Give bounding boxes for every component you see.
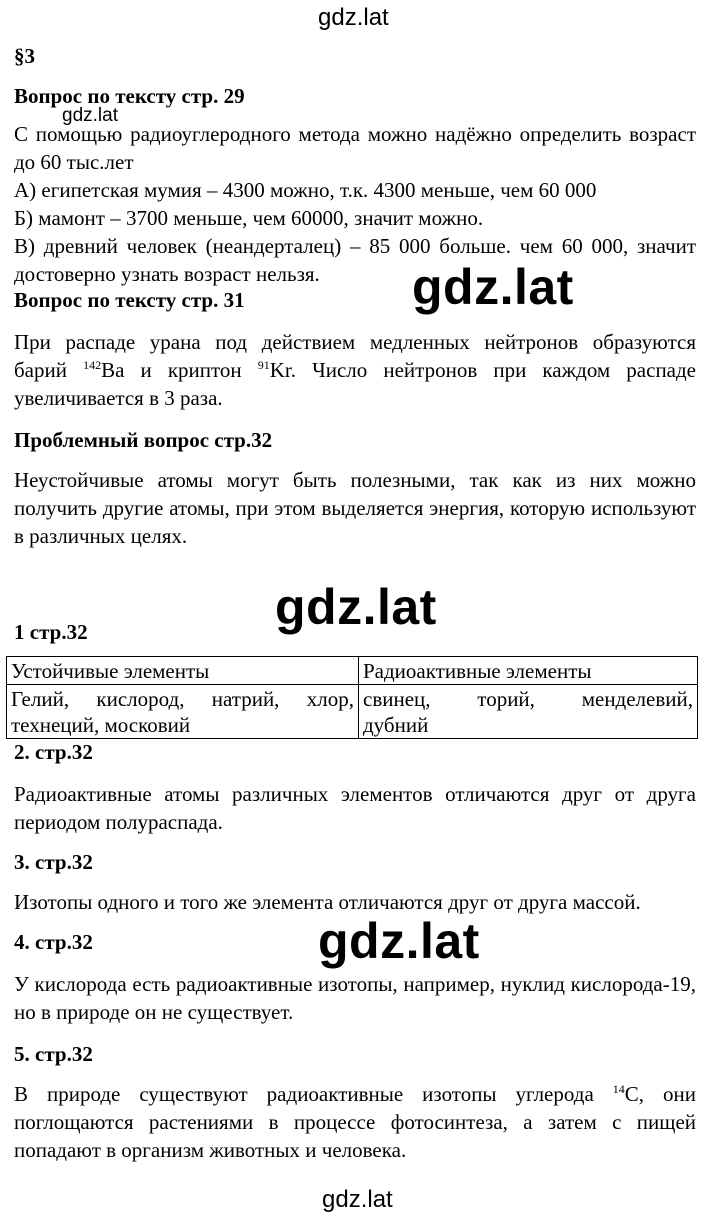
- radioactive-elements-cell: [359, 685, 698, 739]
- q1-answer-b: Б) мамонт – 3700 меньше, чем 60000, значит можно.: [14, 206, 484, 230]
- radioactive-line-2: дубний: [363, 713, 429, 737]
- task4-heading: 4. стр.32: [14, 930, 93, 954]
- q2-line2: [14, 356, 696, 384]
- q3-text: Неустойчивые атомы могут быть полезными, так как из них можно получить другие атомы, при этом выделяется энергия, которую используют в различных целях.: [14, 468, 696, 548]
- stable-elements-cell: [7, 685, 359, 739]
- q1-answer-c: В) древний человек (неандерталец) – 85 000 больше. чем 60 000, значит достоверно узнать возраст нельзя.: [14, 234, 696, 286]
- table-header-radioactive: Радиоактивные элементы: [359, 657, 698, 685]
- table-row: [7, 685, 698, 739]
- radioactive-item: торий,: [477, 687, 535, 711]
- stable-line-2: технеций, московий: [11, 713, 191, 737]
- task5-text-a: В природе существуют радиоактивные изотопы углерода: [14, 1082, 613, 1106]
- watermark-large-1: gdz.lat: [412, 259, 574, 315]
- task2-heading: 2. стр.32: [14, 740, 93, 764]
- task5-line1: [14, 1080, 696, 1108]
- radioactive-item: менделевий,: [581, 687, 693, 711]
- barium-mass-number: 142: [83, 358, 102, 372]
- task1-heading: 1 стр.32: [14, 620, 88, 644]
- stable-item: кислород,: [96, 687, 185, 711]
- task3-heading: 3. стр.32: [14, 850, 93, 874]
- task5-text-b: C, они: [624, 1082, 696, 1106]
- watermark-top: gdz.lat: [318, 4, 389, 31]
- q2-text-a: барий: [14, 358, 84, 382]
- q3-heading: Проблемный вопрос стр.32: [14, 428, 273, 452]
- radioactive-item: свинец,: [363, 687, 431, 711]
- stable-line-1: [11, 686, 354, 712]
- q1-intro: С помощью радиоуглеродного метода можно надёжно определить возраст до 60 тыс.лет: [14, 122, 696, 174]
- table-header-stable: Устойчивые элементы: [7, 657, 359, 685]
- task5-line3: попадают в организм животных и человека.: [14, 1138, 407, 1162]
- q2-line1: При распаде урана под действием медленных нейтронов образуются: [14, 330, 696, 354]
- stable-item: Гелий,: [11, 687, 70, 711]
- stable-item: натрий,: [211, 687, 280, 711]
- krypton-mass-number: 91: [257, 358, 270, 372]
- radioactive-line-1: [363, 686, 693, 712]
- q1-answer-a: А) египетская мумия – 4300 можно, т.к. 4300 меньше, чем 60 000: [14, 178, 597, 202]
- q1-heading: Вопрос по тексту стр. 29: [14, 84, 245, 108]
- task5-line2: поглощаются растениями в процессе фотосинтеза, а затем с пищей: [14, 1110, 696, 1134]
- q2-text-b: Ba и криптон: [101, 358, 258, 382]
- q2-line3: увеличивается в 3 раза.: [14, 386, 223, 410]
- task4-text: У кислорода есть радиоактивные изотопы, например, нуклид кислорода-19, но в природе он не существует.: [14, 972, 696, 1024]
- watermark-large-3: gdz.lat: [318, 913, 480, 969]
- task2-text: Радиоактивные атомы различных элементов отличаются друг от друга периодом полураспада.: [14, 782, 696, 834]
- carbon-mass-number: 14: [612, 1082, 625, 1096]
- stable-item: хлор,: [306, 687, 354, 711]
- q2-text-c: Kr. Число нейтронов при каждом распаде: [269, 358, 697, 382]
- task3-text: Изотопы одного и того же элемента отличаются друг от друга массой.: [14, 890, 641, 914]
- watermark-bottom: gdz.lat: [322, 1186, 393, 1213]
- elements-table: [6, 656, 698, 739]
- table-header-row: [7, 657, 698, 685]
- watermark-small: gdz.lat: [62, 105, 118, 126]
- watermark-large-2: gdz.lat: [275, 579, 437, 635]
- q2-heading: Вопрос по тексту стр. 31: [14, 288, 245, 312]
- task5-heading: 5. стр.32: [14, 1042, 93, 1066]
- section-title: §3: [14, 44, 35, 68]
